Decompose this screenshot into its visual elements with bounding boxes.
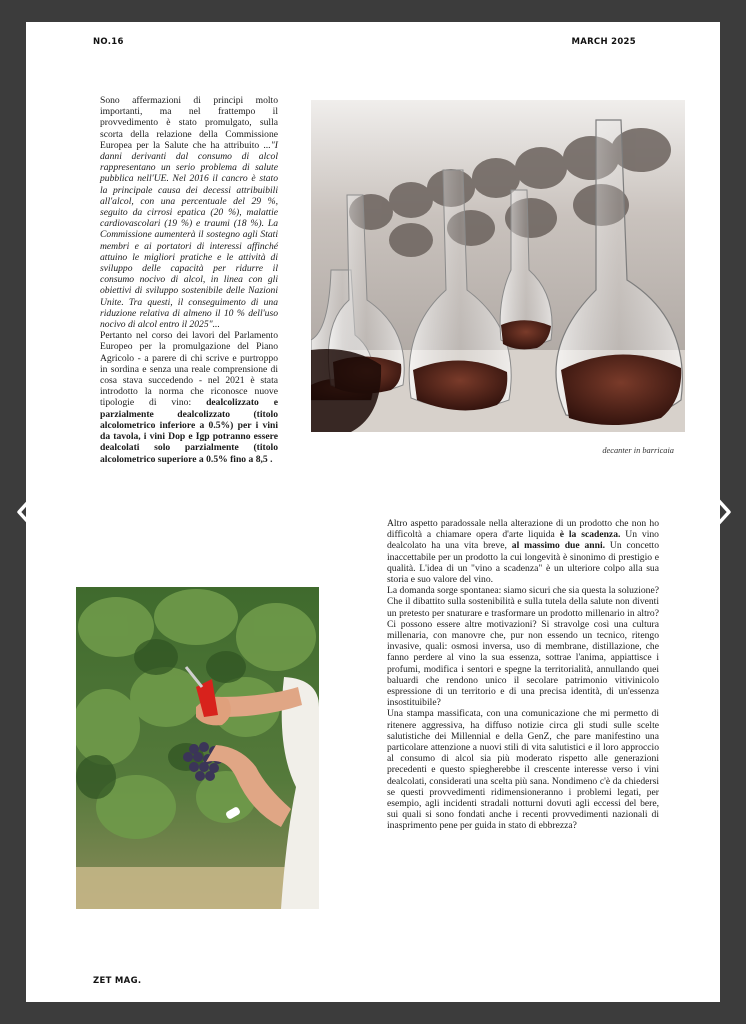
paragraph <box>100 330 278 464</box>
issue-number: NO.16 <box>93 37 124 47</box>
chevron-left-icon <box>15 498 33 526</box>
paragraph-text: Altro aspetto paradossale nella alterazione di un prodotto che non ho difficoltà a chiamare opera d'arte liquida <box>387 518 659 541</box>
paragraph-text: Sono affermazioni di principi molto importanti, ma nel frattempo il provvedimento è stato promulgato, sulla scorta della relazione della Commissione Europea per la Salute che ha attribuito <box>100 95 278 151</box>
paragraph <box>100 95 278 330</box>
bold-text: al massimo due anni. <box>511 540 606 552</box>
text-column-left <box>100 95 278 465</box>
footer-brand: ZET MAG. <box>93 976 142 986</box>
magazine-page <box>26 22 720 1002</box>
text-column-right <box>387 518 659 832</box>
grape-harvest-photo <box>76 587 319 909</box>
chevron-right-icon <box>715 498 733 526</box>
photo-caption: decanter in barricaia <box>602 446 674 455</box>
paragraph-text: Pertanto nel corso dei lavori del Parlamento Europeo per la promulgazione del Piano Agricolo - a parere di chi scrive e purtroppo in sordina e senza una reale comprensione di cosa stava succedendo - nel 2021 è stata introdotto la norma che riconosce nuove tipologie di vino: <box>100 330 278 409</box>
paragraph: La domanda sorge spontanea: siamo sicuri che sia questa la soluzione? Che il dibattito sulla sostenibilità e sulla tutela della salute non diventi un pretesto per snaturare e trasformare un prodotto millenario in altro? Ci possono essere altre motivazioni? Si stravolge così una cultura millenaria, con manovre che, pur non essendo un tecnico, ritengo invasive, quali: osmosi inversa, uso di membrane, distillazione, che fanno perdere al vino la sua essenza, sottrae l'anima, appiattisce i profumi, modifica i sentori e spegne la territorialità, annullando quei baluardi che rendono unico il secolare patrimonio vitivinicolo espressione di un territorio e di una precisa identità, di un'essenza insostituibile? <box>387 585 659 709</box>
issue-date: MARCH 2025 <box>571 37 636 47</box>
paragraph <box>387 518 659 585</box>
next-page-button[interactable] <box>713 497 735 527</box>
decanter-photo <box>311 100 685 432</box>
bold-text: è la scadenza. <box>559 529 621 541</box>
paragraph-text: Un concetto inaccettabile per un prodotto la cui longevità è sinonimo di prestigio e qualità. L'idea di un "vino a scadenza" è un ulteriore colpo alla sua storia e suo valore del vino. <box>387 540 659 586</box>
paragraph: Una stampa massificata, con una comunicazione che mi permetto di ritenere aggressiva, ha diffuso notizie circa gli studi sulle scelte salutistiche dei Millennial e della GenZ, che pare manifestino una particolare attenzione a nuovi stili di vita salutistici e il loro approccio al consumo di alcol sia più moderato rispetto alle generazioni precedenti e questo spiegherebbe il crescente interesse verso i vini dealcolati, considerati una scelta più sana. Nondimeno c'è da chiedersi se questi provvedimenti ridimensioneranno i problemi legati, per esempio, agli incidenti stradali notturni dovuti agli eccessi del bere, sui quali si sono fondati anche i recenti provvedimenti nazionali di inasprimento pene per guida in stato di ebbrezza? <box>387 708 659 832</box>
previous-page-button[interactable] <box>13 497 35 527</box>
paragraph-text: Un vino dealcolato ha una vita breve, <box>387 529 659 552</box>
quote-text: ..."I danni derivanti dal consumo di alcol rappresentano un serio problema di salute pubblica nell'UE. Nel 2016 il cancro è stato la principale causa dei decessi attribuibili all'alcol, con una percentuale del 29 %, seguito da cirrosi epatica (20 %), malattie cardiovascolari (19 %) e traumi (18 %). La Commissione aumenterà il sostegno agli Stati membri e ai portatori di interessi affinché attuino le migliori pratiche e le attività di sviluppo delle capacità per ridurre il consumo nocivo di alcol, in linea con gli obiettivi di sviluppo sostenibile delle Nazioni Unite. Tra questi, il conseguimento di una riduzione relativa di almeno il 10 % dell'uso nocivo di alcol entro il 2025"... <box>100 139 278 331</box>
paragraph-bold-text: dealcolizzato e parzialmente dealcolizzato (titolo alcolometrico inferiore a 0.5%) per i vini da tavola, i vini Dop e Igp potranno essere dealcolati solo parzialmente (titolo alcolometrico superiore a 0.5% fino a 8,5 . <box>100 397 278 465</box>
